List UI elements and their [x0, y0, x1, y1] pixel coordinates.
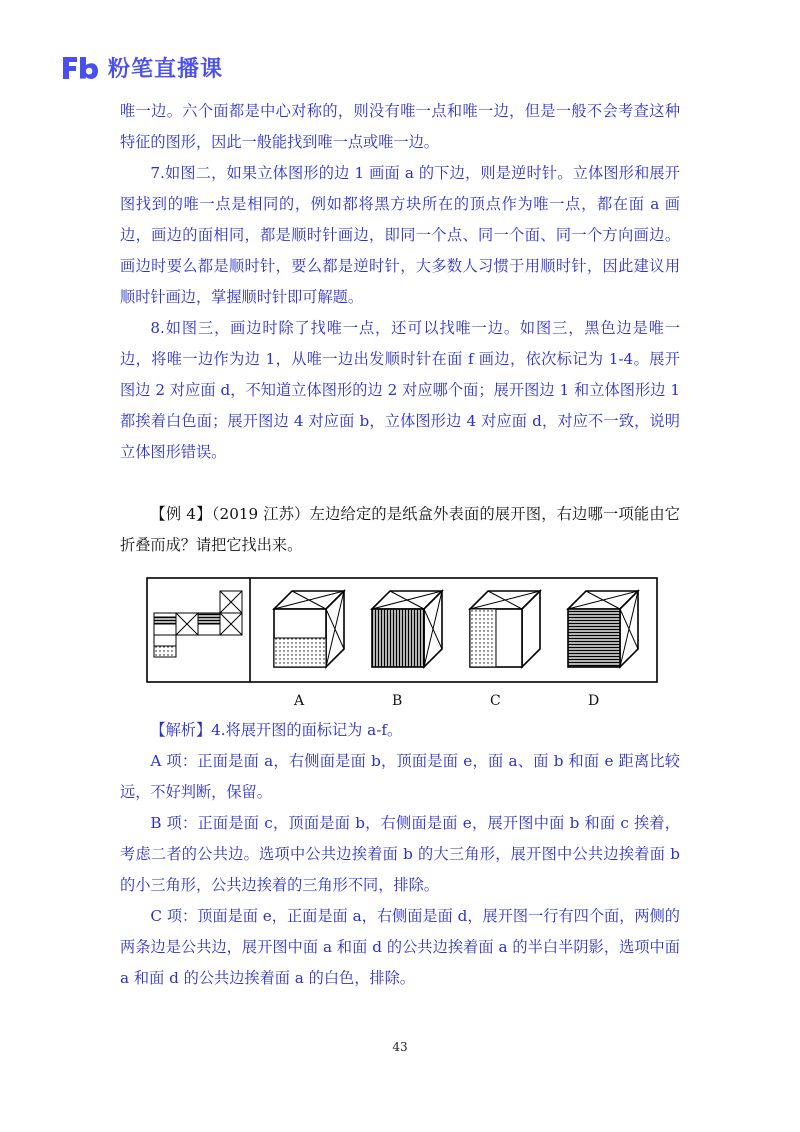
option-c-cube: [470, 591, 540, 667]
page-content: [120, 96, 680, 994]
option-d-cube: [568, 591, 638, 667]
fenbi-logo-icon: [60, 53, 100, 83]
option-label-b: B: [392, 693, 403, 709]
analysis-intro: [120, 715, 680, 746]
cube-figure-drawing: [146, 577, 658, 687]
question-figure: [146, 577, 658, 687]
option-a-cube: [274, 591, 344, 667]
brand-name: 粉笔直播课: [108, 57, 224, 82]
option-label-a: A: [294, 693, 305, 709]
brand-logo: [60, 52, 223, 83]
analysis-option-a: A 项：正面是面 a，右侧面是面 b，顶面是面 e，面 a、面 b 和面 e 距离比较远，不好判断，保留。: [120, 752, 680, 801]
option-labels: [146, 687, 658, 715]
unfolded-net: [154, 591, 242, 657]
analysis-heading: 【解析】: [150, 721, 212, 739]
analysis-intro-text: 4.将展开图的面标记为 a-f。: [211, 721, 403, 739]
option-label-d: D: [588, 693, 600, 709]
page-number: 43: [392, 1040, 408, 1054]
analysis-option-c: C 项：顶面是面 e，正面是面 a，右侧面是面 d，展开图一行有四个面，两侧的两条边是公共边，展开图中面 a 和面 d 的公共边挨着面 a 的半白半阴影，选项中面 a 和面 d 的公共边挨着面 a 的白色，排除。: [120, 907, 680, 987]
option-b-cube: [372, 591, 442, 667]
option-label-c: C: [490, 693, 501, 709]
paragraph-point-8: 8.如图三，画边时除了找唯一点，还可以找唯一边。如图三，黑色边是唯一边，将唯一边作为边 1，从唯一边出发顺时针在面 f 画边，依次标记为 1-4。展开图边 2 对应面 d，不知道立体图形的边 2 对应哪个面；展开图边 1 和立体图形边 1 都挨着白色面；展开图边 4 对应面 b，立体图形边 4 对应面 d，对应不一致，说明立体图形错误。: [120, 319, 680, 461]
analysis-option-b: B 项：正面是面 c，顶面是面 b，右侧面是面 e，展开图中面 b 和面 c 挨着，考虑二者的公共边。选项中公共边挨着面 b 的大三角形，展开图中公共边挨着面 b 的小三角形，公共边挨着的三角形不同，排除。: [120, 814, 680, 894]
paragraph-continuation: 唯一边。六个面都是中心对称的，则没有唯一点和唯一边，但是一般不会考查这种特征的图形，因此一般能找到唯一点或唯一边。: [120, 102, 680, 151]
paragraph-point-7: 7.如图二，如果立体图形的边 1 画面 a 的下边，则是逆时针。立体图形和展开图找到的唯一点是相同的，例如都将黑方块所在的顶点作为唯一点，都在面 a 画边，画边的面相同，都是顺时针画边，即同一个点、同一个面、同一个方向画边。画边时要么都是顺时针，要么都是逆时针，大多数人习惯于用顺时针，因此建议用顺时针画边，掌握顺时针即可解题。: [120, 164, 680, 306]
example-question: 【例 4】（2019 江苏）左边给定的是纸盒外表面的展开图，右边哪一项能由它折叠而成？请把它找出来。: [120, 505, 680, 554]
